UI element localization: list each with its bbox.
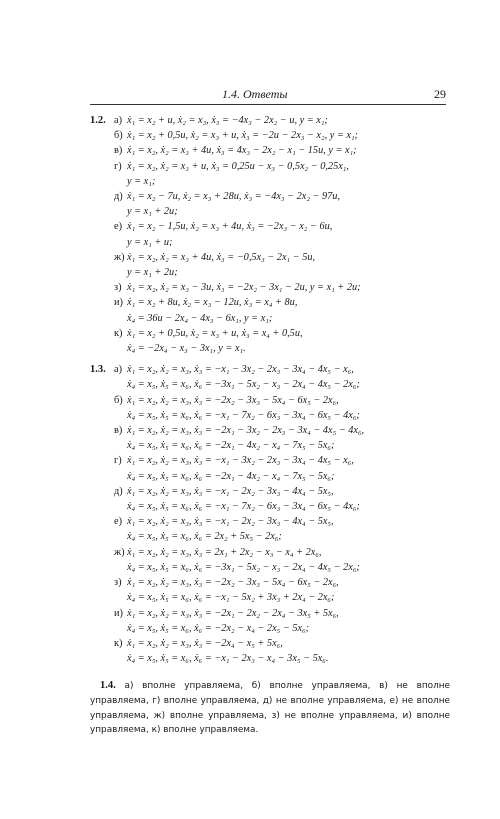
equation-line: ẋ₁ = x₂, ẋ₂ = x₃ + 4u, ẋ₃ = −0,5x₃ − 2x₁ − 5u,	[127, 251, 316, 263]
part-label: а)	[114, 364, 122, 376]
answer-part	[114, 113, 452, 128]
equation-line: y = x₁;	[127, 175, 156, 187]
equation-line: y = x₁ + u;	[127, 236, 173, 248]
answer-part	[114, 326, 452, 356]
answer-part	[114, 219, 452, 249]
answer-part	[114, 250, 452, 280]
equation-line: ẋ₁ = x₂, ẋ₂ = x₃, ẋ₃ = −2x₄ − x₅ + 5x₆,	[127, 637, 283, 649]
part-label: в)	[114, 145, 123, 157]
equation-line: ẋ₄ = x₅, ẋ₅ = x₆, ẋ₆ = 2x₂ + 5x₅ − 2x₆;	[127, 531, 282, 543]
equation-line: ẋ₄ = x₅, ẋ₅ = x₆, ẋ₆ = −2x₁ − 4x₂ − x₄ − 7x₅ − 5x₆;	[127, 440, 335, 452]
equation-line: ẋ₁ = x₂, ẋ₂ = x₃, ẋ₃ = −x₁ − 3x₂ − 2x₃ − 3x₄ − 4x₅ − x₆,	[127, 364, 354, 376]
equation-line: ẋ₁ = x₂, ẋ₂ = x₃, ẋ₃ = −2x₂ − 3x₃ − 5x₄ − 6x₅ − 2x₆,	[127, 394, 339, 406]
part-label: д)	[114, 191, 123, 203]
equation-line: y = x₁ + 2u;	[127, 206, 178, 218]
part-label: д)	[114, 485, 123, 497]
problem-block	[90, 362, 452, 666]
equation-line: ẋ₄ = 36u − 2x₄ − 4x₃ − 6x₁, y = x₁;	[127, 312, 273, 324]
problem-number: 1.2.	[90, 115, 106, 126]
answer-part	[114, 514, 452, 544]
answer-part	[114, 484, 452, 514]
equation-line: ẋ₄ = x₅, ẋ₅ = x₆, ẋ₆ = −x₁ − 7x₂ − 6x₃ − 3x₄ − 6x₅ − 4x₆;	[127, 501, 360, 513]
equation-line: ẋ₁ = x₂, ẋ₂ = x₃, ẋ₃ = −x₁ − 2x₂ − 3x₃ − 4x₄ − 5x₅,	[127, 485, 334, 497]
part-label: е)	[114, 516, 122, 528]
answer-part	[114, 189, 452, 219]
equation-line: ẋ₁ = x₂, ẋ₂ = x₃, ẋ₃ = −2x₂ − 3x₃ − 5x₄ − 6x₅ − 2x₆,	[127, 577, 339, 589]
section-title: 1.4. Ответы	[222, 87, 288, 101]
answer-part	[114, 606, 452, 636]
equation-line: ẋ₄ = x₅, ẋ₅ = x₆, ẋ₆ = −2x₁ − 4x₂ − x₄ − 7x₅ − 5x₆;	[127, 470, 335, 482]
equation-line: ẋ₁ = x₂, ẋ₂ = x₃, ẋ₃ = −2x₁ − 2x₂ − 2x₄ − 3x₅ + 5x₆,	[127, 607, 339, 619]
answer-part	[114, 453, 452, 483]
part-label: г)	[114, 455, 122, 467]
answer-part	[114, 362, 452, 392]
equation-line: ẋ₁ = x₂ − 7u, ẋ₂ = x₃ + 28u, ẋ₃ = −4x₃ − 2x₂ − 97u,	[127, 191, 341, 203]
part-label: з)	[114, 282, 122, 294]
equation-line: ẋ₄ = −2x₄ − x₃ − 3x₁, y = x₁.	[127, 343, 246, 355]
part-label: к)	[114, 637, 123, 649]
equation-line: ẋ₁ = x₂ + 0,5u, ẋ₂ = x₃ + u, ẋ₃ = x₄ + 0,5u,	[127, 327, 303, 339]
equation-line: ẋ₁ = x₂ + u, ẋ₂ = x₃, ẋ₃ = −4x₃ − 2x₂ − u, y = x₁;	[127, 115, 328, 126]
equation-line: ẋ₁ = x₂, ẋ₂ = x₃ + u, ẋ₃ = 0,25u − x₃ − 0,5x₂ − 0,25x₁,	[127, 160, 349, 172]
final-answer-paragraph	[90, 679, 450, 737]
page-number: 29	[434, 87, 446, 101]
part-label: е)	[114, 221, 122, 233]
part-label: а)	[114, 115, 122, 126]
answer-part	[114, 128, 452, 143]
answer-part	[114, 143, 452, 158]
part-label: к)	[114, 327, 123, 339]
final-answer-text: а) вполне управляема, б) вполне управляема, в) не вполне управляема, г) вполне управляема, д) не вполне управляема, е) не вполне управляема, ж) вполне управляема, з) не вполне управляема, и) вполне управляема, к) вполне управляема.	[90, 681, 450, 736]
answers-body	[90, 113, 452, 738]
answer-part	[114, 636, 452, 666]
part-label: б)	[114, 130, 123, 142]
equation-line: ẋ₄ = x₅, ẋ₅ = x₆, ẋ₆ = −x₁ − 5x₂ + 3x₃ + 2x₄ − 2x₆;	[127, 592, 335, 604]
answer-part	[114, 159, 452, 189]
part-label: ж)	[114, 546, 125, 558]
answer-part	[114, 575, 452, 605]
problem-block	[90, 113, 452, 356]
problem-number: 1.3.	[90, 364, 106, 376]
part-label: з)	[114, 577, 122, 589]
answer-part	[114, 393, 452, 423]
block-gap	[90, 666, 452, 672]
equation-line: ẋ₄ = x₅, ẋ₅ = x₆, ẋ₆ = −3x₁ − 5x₂ − x₃ − 2x₄ − 4x₅ − 2x₆;	[127, 379, 360, 391]
part-label: г)	[114, 160, 122, 172]
equation-line: ẋ₁ = x₂ − 1,5u, ẋ₂ = x₃ + 4u, ẋ₃ = −2x₃ − x₂ − 6u,	[127, 221, 333, 233]
equation-line: ẋ₁ = x₂ + 0,5u, ẋ₂ = x₃ + u, ẋ₃ = −2u − 2x₃ − x₂, y = x₁;	[127, 130, 358, 142]
part-label: и)	[114, 607, 123, 619]
answer-part	[114, 280, 452, 295]
part-label: в)	[114, 425, 123, 437]
equation-line: ẋ₁ = x₂, ẋ₂ = x₃, ẋ₃ = −x₁ − 2x₂ − 3x₃ − 4x₄ − 5x₅,	[127, 516, 334, 528]
equation-line: ẋ₁ = x₂, ẋ₂ = x₃, ẋ₃ = −x₁ − 3x₂ − 2x₃ − 3x₄ − 4x₅ − x₆,	[127, 455, 354, 467]
equation-line: ẋ₁ = x₂, ẋ₂ = x₃ + 4u, ẋ₃ = 4x₃ − 2x₂ − x₁ − 15u, y = x₁;	[127, 145, 357, 157]
equation-line: ẋ₁ = x₂, ẋ₂ = x₃ − 3u, ẋ₃ = −2x₂ − 3x₁ − 2u, y = x₁ + 2u;	[127, 282, 361, 294]
answer-part	[114, 545, 452, 575]
answer-part	[114, 423, 452, 453]
equation-line: y = x₁ + 2u;	[127, 267, 178, 279]
part-label: и)	[114, 297, 123, 309]
part-label: б)	[114, 394, 123, 406]
equation-line: ẋ₄ = x₅, ẋ₅ = x₆, ẋ₆ = −2x₂ − x₄ − 2x₅ − 5x₆;	[127, 622, 310, 634]
part-label: ж)	[114, 251, 125, 263]
running-header	[90, 86, 446, 105]
equation-line: ẋ₁ = x₂, ẋ₂ = x₃, ẋ₃ = −2x₁ − 3x₂ − 2x₃ − 3x₄ − 4x₅ − 4x₆,	[127, 425, 365, 437]
answer-part	[114, 295, 452, 325]
equation-line: ẋ₁ = x₂, ẋ₂ = x₃, ẋ₃ = 2x₁ + 2x₂ − x₃ − x₄ + 2x₆,	[127, 546, 322, 558]
problem-number: 1.4.	[100, 680, 116, 692]
equation-line: ẋ₁ = x₂ + 8u, ẋ₂ = x₃ − 12u, ẋ₃ = x₄ + 8u,	[127, 297, 298, 309]
equation-line: ẋ₄ = x₅, ẋ₅ = x₆, ẋ₆ = −x₁ − 2x₃ − x₄ − 3x₅ − 5x₆.	[127, 653, 329, 665]
equation-line: ẋ₄ = x₅, ẋ₅ = x₆, ẋ₆ = −3x₁ − 5x₂ − x₃ − 2x₄ − 4x₅ − 2x₆;	[127, 561, 360, 573]
equation-line: ẋ₄ = x₅, ẋ₅ = x₆, ẋ₆ = −x₁ − 7x₂ − 6x₃ − 3x₄ − 6x₅ − 4x₆;	[127, 409, 360, 421]
